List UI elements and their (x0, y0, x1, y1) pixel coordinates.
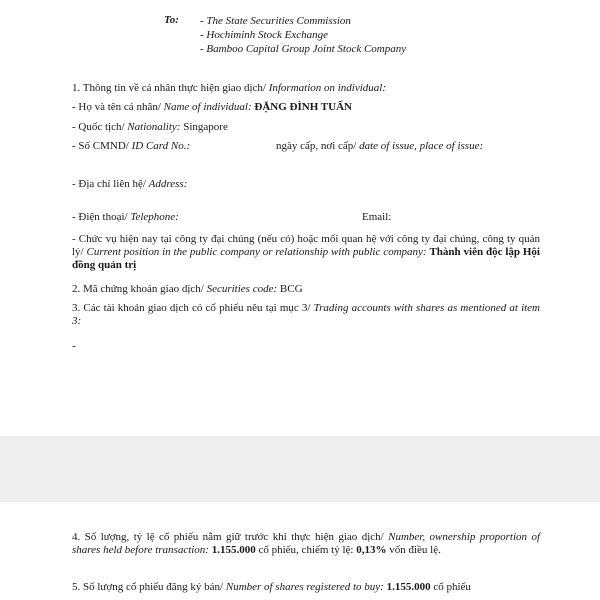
shares-before-label-en: Number, ownership proportion of shares held before transaction: (72, 531, 540, 556)
trading-accounts-value: - (72, 340, 76, 352)
ownership-ratio-text: vốn điều lệ. (386, 544, 441, 556)
nationality-label-vi: - Quốc tịch/ (72, 121, 128, 133)
recipients-list (200, 14, 520, 56)
name-label-en: Name of individual: (163, 101, 255, 113)
securities-code-row (72, 283, 303, 296)
phone-label-en: Telephone: (130, 211, 179, 223)
id-card-row (72, 140, 190, 153)
name-label-vi: - Họ và tên cá nhân/ (72, 101, 164, 113)
document-page-2 (0, 502, 600, 600)
trading-accounts-label-vi: 3. Các tài khoản giao dịch có cổ phiếu nêu tại mục 3/ (72, 302, 314, 314)
shares-before-label-vi: 4. Số lượng, tỷ lệ cổ phiếu nắm giữ trước khi thực hiện giao dịch/ (72, 531, 389, 543)
trading-accounts-label-en: Trading accounts with shares as mentioned at item 3: (72, 302, 541, 327)
position-vi: - Chức vụ hiện nay tại công ty đại chúng (nếu có) hoặc mối quan hệ với công ty đại chúng, công ty quản lý/ (72, 233, 540, 258)
email-row (362, 211, 391, 224)
phone-label-vi: - Điện thoại/ (72, 211, 131, 223)
id-label-en: ID Card No.: (131, 140, 191, 152)
issue-label-vi: ngày cấp, nơi cấp/ (276, 140, 360, 152)
position-paragraph (72, 233, 540, 272)
address-row (72, 178, 187, 191)
securities-code-label-vi: 2. Mã chứng khoán giao dịch/ (72, 283, 207, 295)
id-label-vi: - Số CMND/ (72, 140, 132, 152)
position-value: Thành viên độc lập Hội đồng quản trị (72, 246, 540, 271)
ownership-ratio-value: 0,13% (356, 544, 387, 556)
recipient-item: - The State Securities Commission (200, 15, 351, 27)
shares-before-value: 1.155.000 (211, 544, 256, 556)
recipient-item: - Hochiminh Stock Exchange (200, 29, 328, 41)
section1-heading-en: Information on individual: (268, 82, 387, 94)
position-en: Current position in the public company or relationship with public company: (86, 246, 430, 258)
nationality-value: Singapore (183, 121, 228, 133)
page-break-gap (0, 436, 600, 502)
shares-registered-label-vi: 5. Số lượng cổ phiếu đăng ký bán/ (72, 581, 226, 593)
section1-heading (72, 82, 386, 95)
shares-registered-row (72, 581, 471, 594)
shares-registered-value: 1.155.000 (386, 581, 431, 593)
name-value: ĐẶNG ĐÌNH TUẤN (254, 101, 352, 113)
securities-code-value: BCG (279, 283, 303, 295)
address-label-vi: - Địa chỉ liên hệ/ (72, 178, 149, 190)
issue-row (276, 140, 483, 153)
shares-registered-text: cổ phiếu (430, 581, 471, 593)
email-label: Email: (362, 211, 392, 223)
shares-before-text: cổ phiếu, chiếm tỷ lệ: (255, 544, 357, 556)
shares-registered-label-en: Number of shares registered to buy: (225, 581, 387, 593)
section1-heading-vi: 1. Thông tin về cá nhân thực hiện giao dịch/ (72, 82, 269, 94)
issue-label-en: date of issue, place of issue: (359, 140, 484, 152)
telephone-row (72, 211, 179, 224)
recipient-item: - Bamboo Capital Group Joint Stock Company (200, 43, 407, 55)
address-label-en: Address: (148, 178, 188, 190)
to-label: To: (164, 14, 179, 26)
nationality-label-en: Nationality: (127, 121, 184, 133)
nationality-row (72, 121, 228, 134)
securities-code-label-en: Securities code: (206, 283, 280, 295)
shares-before-paragraph (72, 531, 540, 557)
name-row (72, 101, 352, 114)
trading-accounts-paragraph (72, 302, 540, 328)
